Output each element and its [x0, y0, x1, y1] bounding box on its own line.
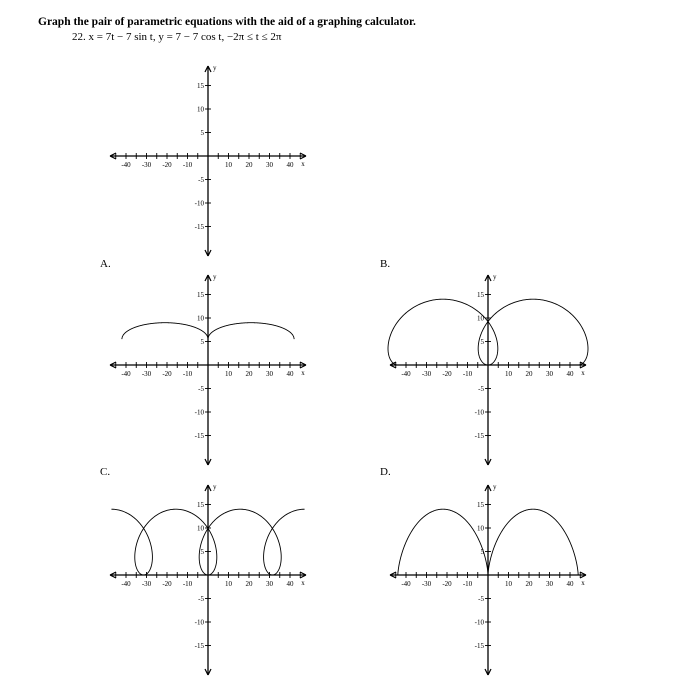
y-tick-label: 15	[477, 291, 484, 299]
y-tick-label: 15	[477, 501, 484, 509]
option-c-label[interactable]: C.	[100, 466, 111, 478]
y-tick-label: 10	[197, 524, 204, 533]
y-tick-label: -15	[194, 223, 204, 231]
option-a-label[interactable]: A.	[100, 258, 111, 270]
y-tick-label: -5	[198, 176, 204, 184]
y-tick-label: -15	[474, 642, 484, 650]
x-tick-label: -20	[162, 161, 172, 169]
y-axis-label: y	[493, 483, 497, 491]
x-tick-label: -40	[121, 370, 131, 378]
problem-number: 22.	[72, 31, 86, 43]
x-tick-label: 20	[245, 580, 253, 588]
x-tick-label: 40	[286, 161, 294, 169]
x-tick-label: 20	[245, 161, 253, 169]
y-axis-label: y	[213, 273, 217, 281]
x-tick-label: -30	[141, 161, 152, 169]
curve-arc-right	[208, 323, 294, 339]
x-tick-label: 20	[525, 580, 533, 588]
y-tick-label: 5	[480, 338, 484, 346]
y-tick-label: -5	[198, 385, 204, 393]
y-tick-label: -5	[478, 595, 484, 603]
option-b-label[interactable]: B.	[380, 258, 391, 270]
instructions-heading: Graph the pair of parametric equations with the aid of a graphing calculator.	[38, 16, 416, 28]
y-tick-label: 10	[197, 105, 204, 114]
y-tick-label: 5	[200, 129, 204, 137]
x-tick-label: -40	[401, 370, 411, 378]
option-b-graph[interactable]	[380, 265, 590, 465]
x-tick-label: 30	[266, 580, 273, 588]
y-tick-label: 15	[197, 82, 204, 90]
x-tick-label: -10	[182, 580, 193, 588]
y-tick-label: -5	[198, 595, 204, 603]
x-tick-label: 20	[245, 370, 253, 378]
x-axis-label: x	[301, 160, 305, 168]
y-tick-label: 5	[200, 338, 204, 346]
problem-statement	[72, 31, 281, 43]
x-tick-label: -40	[121, 161, 131, 169]
x-tick-label: -20	[162, 580, 172, 588]
x-tick-label: 10	[505, 580, 512, 588]
x-tick-label: -40	[401, 580, 411, 588]
x-tick-label: -10	[182, 161, 193, 169]
y-tick-label: -10	[194, 199, 204, 208]
x-tick-label: 20	[525, 370, 533, 378]
x-tick-label: 40	[286, 580, 294, 588]
y-tick-label: -10	[474, 618, 484, 627]
x-tick-label: -30	[421, 370, 432, 378]
option-c-graph[interactable]	[100, 475, 310, 675]
x-axis-label: x	[301, 579, 305, 587]
y-axis-label: y	[213, 64, 217, 72]
x-tick-label: 10	[225, 161, 232, 169]
option-a-graph[interactable]	[100, 265, 310, 465]
y-tick-label: 10	[477, 524, 484, 533]
y-tick-label: -10	[194, 408, 204, 417]
x-tick-label: 30	[266, 370, 273, 378]
blank-graph	[100, 56, 310, 256]
x-tick-label: 10	[225, 370, 232, 378]
x-tick-label: 10	[225, 580, 232, 588]
y-tick-label: -15	[474, 432, 484, 440]
y-axis-label: y	[213, 483, 217, 491]
x-tick-label: -30	[141, 580, 152, 588]
y-tick-label: -10	[474, 408, 484, 417]
curve-arc-left	[122, 323, 208, 339]
problem-equations: x = 7t − 7 sin t, y = 7 − 7 cos t, −2π ≤ t ≤ 2π	[88, 31, 282, 43]
y-tick-label: 15	[197, 291, 204, 299]
x-tick-label: -40	[121, 580, 131, 588]
x-tick-label: 40	[286, 370, 294, 378]
x-tick-label: -10	[462, 580, 473, 588]
x-tick-label: 10	[505, 370, 512, 378]
y-tick-label: -15	[194, 432, 204, 440]
x-tick-label: 30	[546, 580, 553, 588]
x-tick-label: -30	[421, 580, 432, 588]
x-axis-label: x	[581, 369, 585, 377]
x-tick-label: 30	[266, 161, 273, 169]
y-tick-label: -5	[478, 385, 484, 393]
x-tick-label: 40	[566, 580, 574, 588]
y-tick-label: -10	[194, 618, 204, 627]
x-tick-label: 30	[546, 370, 553, 378]
x-tick-label: -10	[182, 370, 193, 378]
x-axis-label: x	[581, 579, 585, 587]
x-tick-label: -20	[442, 370, 452, 378]
option-d-label[interactable]: D.	[380, 466, 391, 478]
option-d-graph[interactable]	[380, 475, 590, 675]
x-axis-label: x	[301, 369, 305, 377]
x-tick-label: -20	[442, 580, 452, 588]
y-tick-label: -15	[194, 642, 204, 650]
y-tick-label: 10	[477, 314, 484, 323]
x-tick-label: -20	[162, 370, 172, 378]
x-tick-label: 40	[566, 370, 574, 378]
y-tick-label: 10	[197, 314, 204, 323]
x-tick-label: -10	[462, 370, 473, 378]
x-tick-label: -30	[141, 370, 152, 378]
y-tick-label: 5	[200, 548, 204, 556]
y-axis-label: y	[493, 273, 497, 281]
y-tick-label: 15	[197, 501, 204, 509]
y-tick-label: 5	[480, 548, 484, 556]
